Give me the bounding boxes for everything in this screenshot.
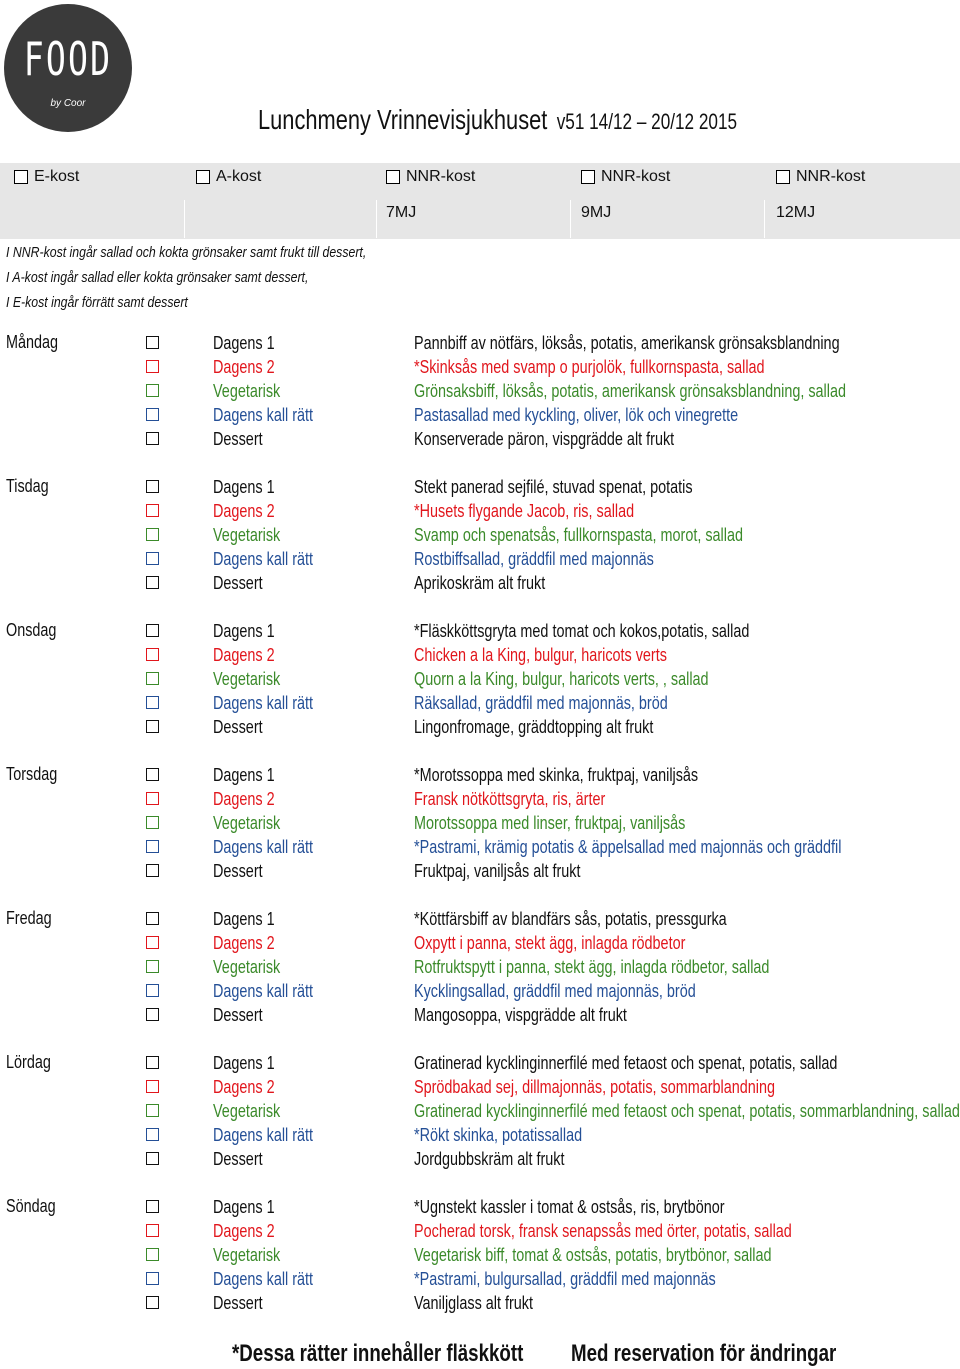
menu-category: Dagens 2 [213,501,275,521]
select-checkbox[interactable] [146,336,159,349]
select-checkbox[interactable] [146,576,159,589]
note-e-kost: I E-kost ingår förrätt samt dessert [6,294,188,311]
menu-category: Dagens kall rätt [213,1125,314,1145]
title-main: Lunchmeny Vrinnevisjukhuset [258,104,548,135]
menu-row-dessert [0,860,960,884]
menu-dish: Aprikoskräm alt frukt [414,573,546,593]
menu-category: Dessert [213,1149,263,1169]
menu-dish: *Skinksås med svamp o purjolök, fullkornspasta, sallad [414,357,765,377]
day-name: Måndag [6,332,59,352]
menu-dish: Sprödbakad sej, dillmajonnäs, potatis, sommarblandning [414,1077,776,1097]
menu-row-dagens-kall-ratt [0,548,960,572]
select-checkbox[interactable] [146,912,159,925]
menu-dish: Fruktpaj, vaniljsås alt frukt [414,861,581,881]
menu-dish: Grönsaksbiff, löksås, potatis, amerikansk grönsaksblandning, sallad [414,381,846,401]
day-name: Torsdag [6,764,58,784]
menu-row-dagens-kall-ratt [0,980,960,1004]
logo-subtitle: by Coor [50,98,86,109]
select-checkbox[interactable] [146,696,159,709]
menu-category: Vegetarisk [213,957,281,977]
menu-dish: Fransk nötköttsgryta, ris, ärter [414,789,606,809]
menu-row-vegetarisk [0,812,960,836]
logo-wordmark: FOOD [23,32,113,86]
checkbox[interactable] [581,170,595,184]
footer-disclaimer: Med reservation för ändringar [571,1340,837,1367]
menu-category: Dagens 1 [213,333,275,353]
menu-category: Dessert [213,717,263,737]
select-checkbox[interactable] [146,528,159,541]
select-checkbox[interactable] [146,1248,159,1261]
menu-dish: Mangosoppa, vispgrädde alt frukt [414,1005,627,1025]
menu-category: Dagens 1 [213,477,275,497]
select-checkbox[interactable] [146,384,159,397]
menu-category: Vegetarisk [213,1101,281,1121]
menu-dish: Pastasallad med kyckling, oliver, lök och vinegrette [414,405,739,425]
diet-option-e-kost[interactable]: E-kost [14,168,79,186]
menu-category: Dagens kall rätt [213,693,314,713]
menu-row-dessert [0,716,960,740]
menu-dish: Pannbiff av nötfärs, löksås, potatis, amerikansk grönsaksblandning [414,333,840,353]
diet-option-a-kost[interactable]: A-kost [196,168,261,186]
menu-category: Dagens kall rätt [213,981,314,1001]
menu-category: Dagens 2 [213,645,275,665]
menu-dish: Gratinerad kycklinginnerfilé med fetaost och spenat, potatis, sallad [414,1053,838,1073]
menu-category: Dagens 2 [213,789,275,809]
menu-row-dagens-1 [0,1052,960,1076]
menu-category: Dagens kall rätt [213,837,314,857]
menu-category: Dessert [213,429,263,449]
menu-category: Dessert [213,861,263,881]
menu-row-dagens-1 [0,332,960,356]
select-checkbox[interactable] [146,984,159,997]
select-checkbox[interactable] [146,552,159,565]
checkbox[interactable] [196,170,210,184]
menu-row-vegetarisk [0,668,960,692]
menu-dish: Quorn a la King, bulgur, haricots verts, , sallad [414,669,709,689]
menu-dish: Rostbiffsallad, gräddfil med majonnäs [414,549,654,569]
day-name: Söndag [6,1196,56,1216]
menu-row-dessert [0,572,960,596]
select-checkbox[interactable] [146,864,159,877]
menu-category: Dagens 2 [213,357,275,377]
checkbox[interactable] [776,170,790,184]
menu-category: Vegetarisk [213,813,281,833]
menu-dish: *Fläskköttsgryta med tomat och kokos,potatis, sallad [414,621,750,641]
select-checkbox[interactable] [146,360,159,373]
menu-dish: Svamp och spenatsås, fullkornspasta, morot, sallad [414,525,743,545]
note-nnr: I NNR-kost ingår sallad och kokta grönsaker samt frukt till dessert, [6,244,367,261]
select-checkbox[interactable] [146,504,159,517]
menu-category: Vegetarisk [213,669,281,689]
menu-dish: Jordgubbskräm alt frukt [414,1149,565,1169]
menu-row-dagens-1 [0,764,960,788]
menu-dish: Vegetarisk biff, tomat & ostsås, potatis, brytbönor, sallad [414,1245,772,1265]
menu-dish: *Rökt skinka, potatissallad [414,1125,583,1145]
select-checkbox[interactable] [146,1296,159,1309]
menu-dish: Pocherad torsk, fransk senapssås med örter, potatis, sallad [414,1221,792,1241]
footer-pork-note: *Dessa rätter innehåller fläskkött [232,1340,524,1367]
menu-row-dessert [0,428,960,452]
menu-dish: *Husets flygande Jacob, ris, sallad [414,501,635,521]
menu-row-dagens-kall-ratt [0,404,960,428]
menu-dish: Gratinerad kycklinginnerfilé med fetaost och spenat, potatis, sommarblandning, sallad [414,1101,960,1121]
day-name: Fredag [6,908,52,928]
menu-category: Dagens 2 [213,1077,275,1097]
menu-row-vegetarisk [0,1100,960,1124]
menu-row-dagens-kall-ratt [0,836,960,860]
menu-row-vegetarisk [0,956,960,980]
menu-category: Dagens kall rätt [213,549,314,569]
menu-row-dagens-kall-ratt [0,692,960,716]
select-checkbox[interactable] [146,960,159,973]
diet-notes [6,240,445,315]
menu-category: Dagens kall rätt [213,1269,314,1289]
divider [184,200,185,238]
menu-category: Dagens 1 [213,1053,275,1073]
menu-category: Dessert [213,573,263,593]
day-name: Tisdag [6,476,49,496]
select-checkbox[interactable] [146,1104,159,1117]
select-checkbox[interactable] [146,1056,159,1069]
divider [376,200,377,238]
menu-row-dagens-1 [0,1196,960,1220]
select-checkbox[interactable] [146,648,159,661]
day-name: Lördag [6,1052,51,1072]
select-checkbox[interactable] [146,1272,159,1285]
select-checkbox[interactable] [146,816,159,829]
menu-dish: *Köttfärsbiff av blandfärs sås, potatis, pressgurka [414,909,727,929]
divider [570,200,571,238]
diet-option-nnr-9mj[interactable]: NNR-kost [581,168,670,186]
menu-row-dagens-2 [0,644,960,668]
menu-dish: Stekt panerad sejfilé, stuvad spenat, potatis [414,477,693,497]
menu-row-dessert [0,1292,960,1316]
menu-category: Vegetarisk [213,1245,281,1265]
select-checkbox[interactable] [146,936,159,949]
menu-row-dagens-2 [0,1076,960,1100]
select-checkbox[interactable] [146,792,159,805]
select-checkbox[interactable] [146,1128,159,1141]
menu-category: Dagens 1 [213,909,275,929]
food-by-coor-logo [4,4,132,132]
select-checkbox[interactable] [146,432,159,445]
select-checkbox[interactable] [146,1008,159,1021]
select-checkbox[interactable] [146,720,159,733]
menu-category: Dagens 1 [213,765,275,785]
energy-12mj: 12MJ [776,204,816,221]
menu-category: Vegetarisk [213,525,281,545]
select-checkbox[interactable] [146,624,159,637]
day-name: Onsdag [6,620,57,640]
select-checkbox[interactable] [146,1224,159,1237]
select-checkbox[interactable] [146,1152,159,1165]
select-checkbox[interactable] [146,1200,159,1213]
menu-row-dessert [0,1148,960,1172]
menu-category: Dagens 2 [213,933,275,953]
menu-dish: Rotfruktspytt i panna, stekt ägg, inlagda rödbetor, sallad [414,957,770,977]
menu-row-dagens-2 [0,788,960,812]
menu-row-vegetarisk [0,1244,960,1268]
menu-dish: Morotssoppa med linser, fruktpaj, vaniljsås [414,813,686,833]
menu-dish: Oxpytt i panna, stekt ägg, inlagda rödbetor [414,933,686,953]
menu-dish: Chicken a la King, bulgur, haricots verts [414,645,667,665]
menu-dish: *Pastrami, bulgursallad, gräddfil med majonnäs [414,1269,716,1289]
menu-row-dagens-1 [0,620,960,644]
energy-9mj: 9MJ [581,204,612,221]
menu-category: Dessert [213,1293,263,1313]
menu-row-dagens-2 [0,1220,960,1244]
select-checkbox[interactable] [146,408,159,421]
diet-option-nnr-12mj[interactable]: NNR-kost [776,168,865,186]
menu-category: Dagens 1 [213,1197,275,1217]
menu-category: Dessert [213,1005,263,1025]
menu-dish: Konserverade päron, vispgrädde alt frukt [414,429,675,449]
checkbox[interactable] [14,170,28,184]
menu-dish: *Ugnstekt kassler i tomat & ostsås, ris, brytbönor [414,1197,725,1217]
diet-option-nnr-7mj[interactable]: NNR-kost [386,168,475,186]
select-checkbox[interactable] [146,672,159,685]
menu-dish: Lingonfromage, gräddtopping alt frukt [414,717,654,737]
menu-row-dagens-1 [0,476,960,500]
title-week: v51 14/12 – 20/12 2015 [556,109,738,134]
checkbox[interactable] [386,170,400,184]
menu-row-vegetarisk [0,380,960,404]
menu-row-dessert [0,1004,960,1028]
menu-category: Dagens 2 [213,1221,275,1241]
energy-7mj: 7MJ [386,204,417,221]
menu-row-vegetarisk [0,524,960,548]
menu-dish: Kycklingsallad, gräddfil med majonnäs, bröd [414,981,696,1001]
menu-dish: *Pastrami, krämig potatis & äppelsallad med majonnäs och gräddfil [414,837,842,857]
menu-dish: Räksallad, gräddfil med majonnäs, bröd [414,693,668,713]
select-checkbox[interactable] [146,480,159,493]
menu-category: Dagens kall rätt [213,405,314,425]
menu-row-dagens-2 [0,500,960,524]
menu-row-dagens-kall-ratt [0,1268,960,1292]
menu-dish: *Morotssoppa med skinka, fruktpaj, vaniljsås [414,765,699,785]
menu-category: Vegetarisk [213,381,281,401]
menu-row-dagens-2 [0,356,960,380]
menu-row-dagens-kall-ratt [0,1124,960,1148]
menu-category: Dagens 1 [213,621,275,641]
menu-row-dagens-2 [0,932,960,956]
divider [764,200,765,238]
note-a-kost: I A-kost ingår sallad eller kokta grönsaker samt dessert, [6,269,309,286]
select-checkbox[interactable] [146,1080,159,1093]
menu-dish: Vaniljglass alt frukt [414,1293,533,1313]
select-checkbox[interactable] [146,768,159,781]
page-title [258,104,737,136]
select-checkbox[interactable] [146,840,159,853]
menu-row-dagens-1 [0,908,960,932]
